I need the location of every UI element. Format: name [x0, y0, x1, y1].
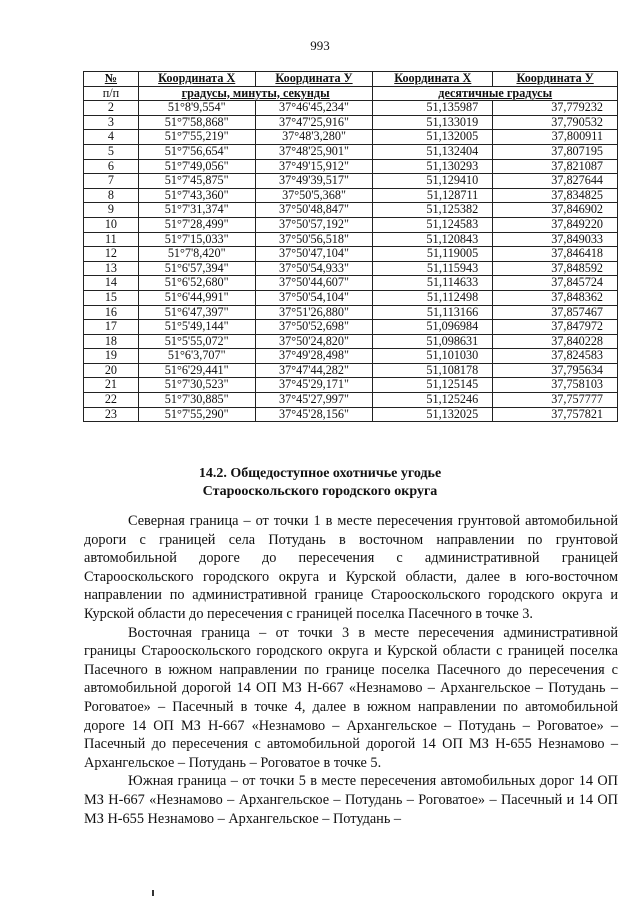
table-row [84, 247, 618, 262]
cell-number: 9 [84, 203, 139, 218]
cell-coord-y-dms: 37°50'5,368" [255, 188, 373, 203]
cell-number: 20 [84, 363, 139, 378]
scan-mark [152, 890, 154, 896]
cell-coord-y-dec: 37,821087 [493, 159, 618, 174]
cell-coord-x-dms: 51°5'55,072" [138, 334, 255, 349]
cell-number: 12 [84, 247, 139, 262]
cell-coord-y-dms: 37°51'26,880" [255, 305, 373, 320]
paragraph-east-border: Восточная граница – от точки 3 в месте пересечения административной границы Старооскольского городского округа и Курской области с границей поселка Пасечного в южном направлении по границе поселка Пасечного до пересечения с автомобильной дорогой 14 ОП МЗ Н-667 «Незнамово – Архангельское – Потудань – Роговатое» – Пасечный в точке 4, далее в южном направлении по автомобильной дороге 14 ОП МЗ Н-667 «Незнамово – Архангельское – Потудань – Роговатое» – Пасечный до пересечения с автомобильной дорогой 14 ОП МЗ Н-655 Незнамово – Архангельское – Потудань – Роговатое в точке 5. [84, 624, 618, 771]
cell-coord-x-dms: 51°6'29,441" [138, 363, 255, 378]
table-row [84, 203, 618, 218]
cell-coord-y-dec: 37,779232 [493, 101, 618, 116]
cell-number: 8 [84, 188, 139, 203]
paragraph-south-border: Южная граница – от точки 5 в месте пересечения автомобильных дорог 14 ОП МЗ Н-667 «Незнамово – Архангельское – Потудань – Роговатое» – Пасечный и 14 ОП МЗ Н-655 Незнамово – Архангельское – Потудань – [84, 773, 618, 827]
cell-coord-x-dec: 51,132025 [373, 407, 493, 422]
cell-coord-y-dec: 37,848362 [493, 290, 618, 305]
table-row [84, 174, 618, 189]
cell-coord-x-dms: 51°6'52,680" [138, 276, 255, 291]
cell-coord-y-dec: 37,824583 [493, 349, 618, 364]
cell-coord-x-dec: 51,130293 [373, 159, 493, 174]
cell-coord-y-dms: 37°45'28,156" [255, 407, 373, 422]
cell-coord-y-dms: 37°50'52,698" [255, 320, 373, 335]
cell-coord-y-dec: 37,857467 [493, 305, 618, 320]
table-row [84, 276, 618, 291]
cell-number: 2 [84, 101, 139, 116]
cell-coord-y-dec: 37,847972 [493, 320, 618, 335]
cell-coord-y-dms: 37°46'45,234" [255, 101, 373, 116]
cell-coord-x-dec: 51,108178 [373, 363, 493, 378]
table-row [84, 159, 618, 174]
cell-coord-x-dec: 51,112498 [373, 290, 493, 305]
table-row [84, 334, 618, 349]
cell-coord-y-dms: 37°50'54,104" [255, 290, 373, 305]
cell-coord-x-dms: 51°7'49,056" [138, 159, 255, 174]
cell-coord-y-dec: 37,849220 [493, 217, 618, 232]
cell-number: 15 [84, 290, 139, 305]
cell-number: 14 [84, 276, 139, 291]
page-number: 993 [310, 38, 330, 53]
cell-number: 19 [84, 349, 139, 364]
header-group-dms: градусы, минуты, секунды [138, 86, 373, 101]
cell-coord-y-dms: 37°50'56,518" [255, 232, 373, 247]
cell-coord-y-dec: 37,795634 [493, 363, 618, 378]
cell-coord-y-dms: 37°50'54,933" [255, 261, 373, 276]
section-heading [0, 465, 640, 501]
cell-coord-x-dms: 51°6'57,394" [138, 261, 255, 276]
cell-coord-x-dec: 51,096984 [373, 320, 493, 335]
cell-coord-y-dms: 37°50'24,820" [255, 334, 373, 349]
cell-coord-x-dec: 51,133019 [373, 115, 493, 130]
cell-number: 11 [84, 232, 139, 247]
header-number: № [84, 72, 139, 87]
table-row [84, 188, 618, 203]
cell-coord-x-dec: 51,115943 [373, 261, 493, 276]
section-body [84, 512, 618, 828]
cell-coord-y-dms: 37°47'25,916" [255, 115, 373, 130]
cell-coord-y-dec: 37,846902 [493, 203, 618, 218]
table-row [84, 144, 618, 159]
cell-coord-x-dec: 51,128711 [373, 188, 493, 203]
cell-coord-x-dms: 51°6'47,397" [138, 305, 255, 320]
header-coord-y-dec: Координата У [493, 72, 618, 87]
table-row [84, 349, 618, 364]
cell-number: 21 [84, 378, 139, 393]
cell-number: 10 [84, 217, 139, 232]
cell-coord-y-dec: 37,757777 [493, 393, 618, 408]
cell-coord-x-dms: 51°7'56,654" [138, 144, 255, 159]
cell-coord-y-dms: 37°48'25,901" [255, 144, 373, 159]
table-row [84, 393, 618, 408]
table-row [84, 363, 618, 378]
cell-coord-x-dec: 51,120843 [373, 232, 493, 247]
cell-coord-y-dec: 37,757821 [493, 407, 618, 422]
cell-coord-x-dms: 51°8'9,554" [138, 101, 255, 116]
table-row [84, 130, 618, 145]
cell-coord-x-dms: 51°5'49,144" [138, 320, 255, 335]
cell-coord-y-dms: 37°47'44,282" [255, 363, 373, 378]
cell-coord-x-dec: 51,114633 [373, 276, 493, 291]
cell-coord-y-dms: 37°50'47,104" [255, 247, 373, 262]
cell-coord-x-dms: 51°7'43,360" [138, 188, 255, 203]
cell-coord-x-dms: 51°7'31,374" [138, 203, 255, 218]
cell-coord-y-dms: 37°48'3,280" [255, 130, 373, 145]
header-coord-y-dms: Координата У [255, 72, 373, 87]
cell-coord-x-dms: 51°7'55,219" [138, 130, 255, 145]
cell-coord-y-dms: 37°50'44,607" [255, 276, 373, 291]
cell-coord-y-dec: 37,846418 [493, 247, 618, 262]
cell-number: 6 [84, 159, 139, 174]
cell-coord-x-dms: 51°7'55,290" [138, 407, 255, 422]
table-header-row [84, 72, 618, 87]
cell-coord-x-dms: 51°6'3,707" [138, 349, 255, 364]
cell-coord-y-dms: 37°45'29,171" [255, 378, 373, 393]
cell-coord-y-dec: 37,845724 [493, 276, 618, 291]
cell-coord-x-dec: 51,129410 [373, 174, 493, 189]
table-row [84, 101, 618, 116]
cell-coord-x-dms: 51°7'28,499" [138, 217, 255, 232]
cell-coord-y-dms: 37°49'39,517" [255, 174, 373, 189]
cell-coord-x-dms: 51°7'30,523" [138, 378, 255, 393]
cell-coord-x-dms: 51°7'45,875" [138, 174, 255, 189]
coordinates-table [83, 71, 618, 422]
cell-number: 7 [84, 174, 139, 189]
cell-coord-x-dec: 51,113166 [373, 305, 493, 320]
cell-coord-x-dms: 51°6'44,991" [138, 290, 255, 305]
table-row [84, 115, 618, 130]
cell-coord-x-dec: 51,124583 [373, 217, 493, 232]
cell-coord-x-dms: 51°7'15,033" [138, 232, 255, 247]
cell-coord-x-dec: 51,125382 [373, 203, 493, 218]
cell-coord-y-dec: 37,758103 [493, 378, 618, 393]
table-row [84, 305, 618, 320]
cell-coord-x-dec: 51,135987 [373, 101, 493, 116]
section-heading-line1: 14.2. Общедоступное охотничье угодье [198, 466, 442, 481]
table-body [84, 101, 618, 422]
table-row [84, 290, 618, 305]
cell-number: 16 [84, 305, 139, 320]
table-row [84, 407, 618, 422]
cell-coord-y-dms: 37°49'28,498" [255, 349, 373, 364]
table-header [84, 72, 618, 101]
table-row [84, 217, 618, 232]
section-heading-line2: Старооскольского городского округа [202, 484, 438, 499]
cell-coord-y-dec: 37,840228 [493, 334, 618, 349]
cell-coord-x-dec: 51,119005 [373, 247, 493, 262]
cell-coord-y-dec: 37,834825 [493, 188, 618, 203]
cell-coord-x-dms: 51°7'30,885" [138, 393, 255, 408]
cell-number: 17 [84, 320, 139, 335]
cell-number: 23 [84, 407, 139, 422]
header-group-dec: десятичные градусы [373, 86, 618, 101]
cell-number: 13 [84, 261, 139, 276]
cell-coord-x-dec: 51,098631 [373, 334, 493, 349]
cell-coord-y-dms: 37°49'15,912" [255, 159, 373, 174]
table-row [84, 232, 618, 247]
cell-coord-x-dms: 51°7'58,868" [138, 115, 255, 130]
header-pp: п/п [84, 86, 139, 101]
header-coord-x-dms: Координата X [138, 72, 255, 87]
table-row [84, 320, 618, 335]
cell-number: 5 [84, 144, 139, 159]
table-subheader-row [84, 86, 618, 101]
cell-coord-y-dec: 37,827644 [493, 174, 618, 189]
cell-coord-y-dms: 37°50'57,192" [255, 217, 373, 232]
cell-number: 3 [84, 115, 139, 130]
cell-coord-y-dms: 37°50'48,847" [255, 203, 373, 218]
cell-coord-y-dec: 37,849033 [493, 232, 618, 247]
cell-coord-y-dec: 37,790532 [493, 115, 618, 130]
cell-coord-y-dec: 37,848592 [493, 261, 618, 276]
cell-number: 4 [84, 130, 139, 145]
cell-coord-x-dec: 51,101030 [373, 349, 493, 364]
table-row [84, 378, 618, 393]
header-coord-x-dec: Координата X [373, 72, 493, 87]
cell-coord-x-dms: 51°7'8,420" [138, 247, 255, 262]
cell-number: 18 [84, 334, 139, 349]
cell-coord-x-dec: 51,125145 [373, 378, 493, 393]
cell-coord-x-dec: 51,125246 [373, 393, 493, 408]
cell-coord-x-dec: 51,132404 [373, 144, 493, 159]
cell-coord-x-dec: 51,132005 [373, 130, 493, 145]
cell-coord-y-dec: 37,800911 [493, 130, 618, 145]
cell-coord-y-dms: 37°45'27,997" [255, 393, 373, 408]
table-row [84, 261, 618, 276]
paragraph-north-border: Северная граница – от точки 1 в месте пересечения грунтовой автомобильной дороги с границей села Потудань в восточном направлении по грунтовой автомобильной дороге до пересечения с административной границей Старооскольского городского округа и Курской области, далее в юго-восточном направлении по административной границе Старооскольского городского округа и Курской области до пересечения с границей поселка Пасечного в точке 3. [84, 513, 618, 622]
cell-number: 22 [84, 393, 139, 408]
cell-coord-y-dec: 37,807195 [493, 144, 618, 159]
